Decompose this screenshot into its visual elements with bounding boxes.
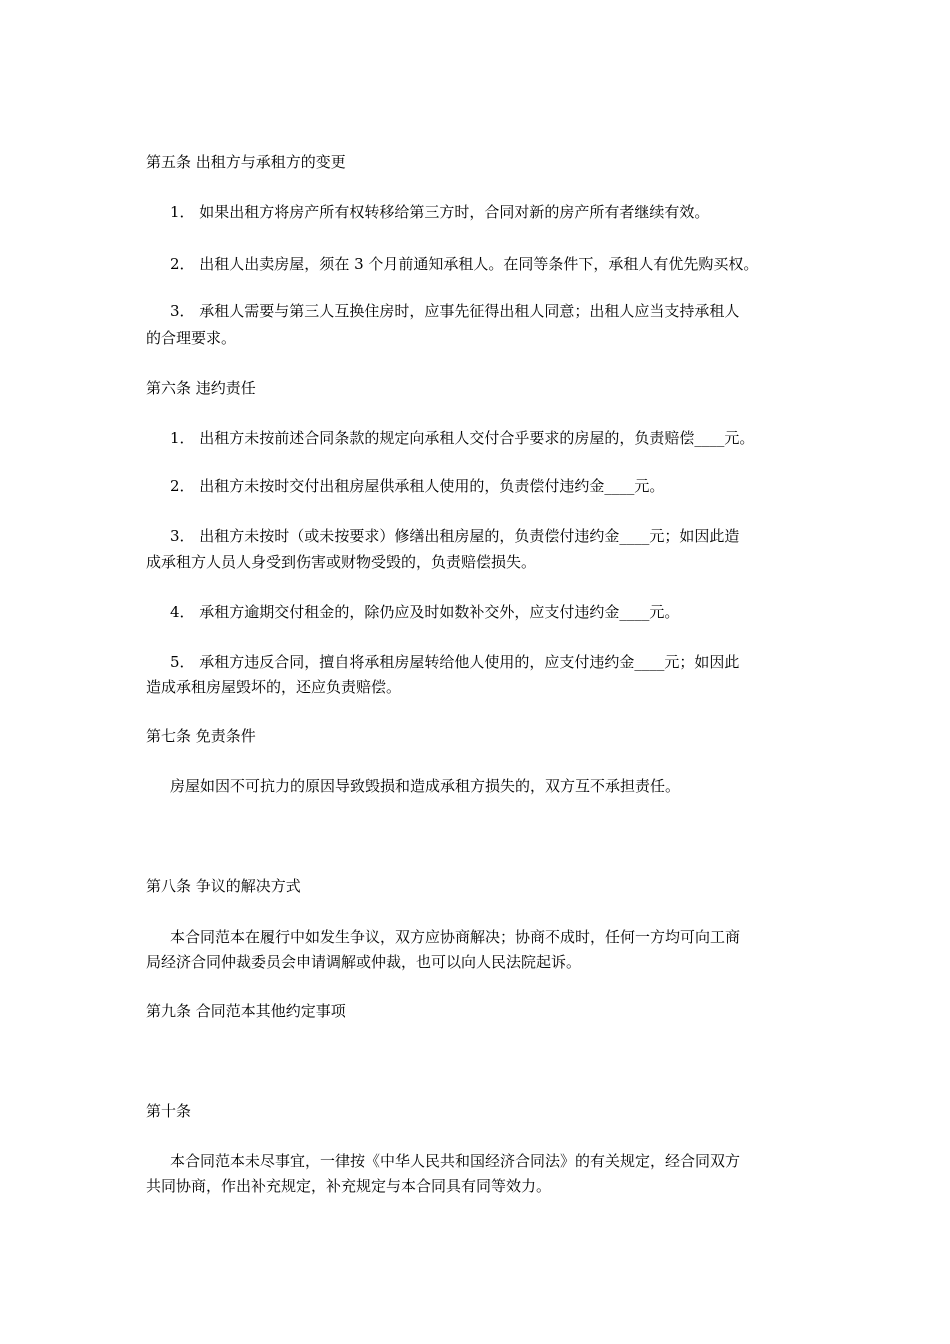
article-5-clause-2: 2． 出租人出卖房屋，须在 3 个月前通知承租人。在同等条件下，承租人有优先购买权。 [170, 255, 759, 273]
article-10-paragraph-line-2: 共同协商，作出补充规定，补充规定与本合同具有同等效力。 [146, 1177, 552, 1195]
article-7-paragraph: 房屋如因不可抗力的原因导致毁损和造成承租方损失的，双方互不承担责任。 [170, 777, 681, 795]
article-6-clause-4: 4． 承租方逾期交付租金的，除仍应及时如数补交外，应支付违约金____元。 [170, 603, 680, 621]
article-6-clause-5-line-2: 造成承租房屋毁坏的，还应负责赔偿。 [146, 678, 402, 696]
article-6-clause-5-line-1: 5． 承租方违反合同，擅自将承租房屋转给他人使用的，应支付违约金____元；如因此 [170, 653, 740, 671]
article-8-heading: 第八条 争议的解决方式 [146, 877, 301, 895]
article-5-clause-3-line-2: 的合理要求。 [146, 329, 237, 347]
article-5-clause-3-line-1: 3． 承租人需要与第三人互换住房时，应事先征得出租人同意；出租人应当支持承租人 [170, 302, 740, 320]
article-6-clause-1: 1． 出租方未按前述合同条款的规定向承租人交付合乎要求的房屋的，负责赔偿____元。 [170, 429, 755, 447]
article-6-clause-3-line-1: 3． 出租方未按时（或未按要求）修缮出租房屋的，负责偿付违约金____元；如因此造 [170, 527, 740, 545]
article-6-clause-2: 2． 出租方未按时交付出租房屋供承租人使用的，负责偿付违约金____元。 [170, 477, 665, 495]
article-9-heading: 第九条 合同范本其他约定事项 [146, 1002, 346, 1020]
article-6-clause-3-line-2: 成承租方人员人身受到伤害或财物受毁的，负责赔偿损失。 [146, 553, 537, 571]
article-7-heading: 第七条 免责条件 [146, 727, 256, 745]
article-6-heading: 第六条 违约责任 [146, 379, 256, 397]
article-8-paragraph-line-1: 本合同范本在履行中如发生争议，双方应协商解决；协商不成时，任何一方均可向工商 [170, 928, 741, 946]
article-5-clause-1: 1． 如果出租方将房产所有权转移给第三方时，合同对新的房产所有者继续有效。 [170, 203, 710, 221]
article-10-heading: 第十条 [146, 1102, 192, 1120]
article-8-paragraph-line-2: 局经济合同仲裁委员会申请调解或仲裁，也可以向人民法院起诉。 [146, 953, 582, 971]
article-10-paragraph-line-1: 本合同范本未尽事宜，一律按《中华人民共和国经济合同法》的有关规定，经合同双方 [170, 1152, 741, 1170]
article-5-heading: 第五条 出租方与承租方的变更 [146, 153, 346, 171]
